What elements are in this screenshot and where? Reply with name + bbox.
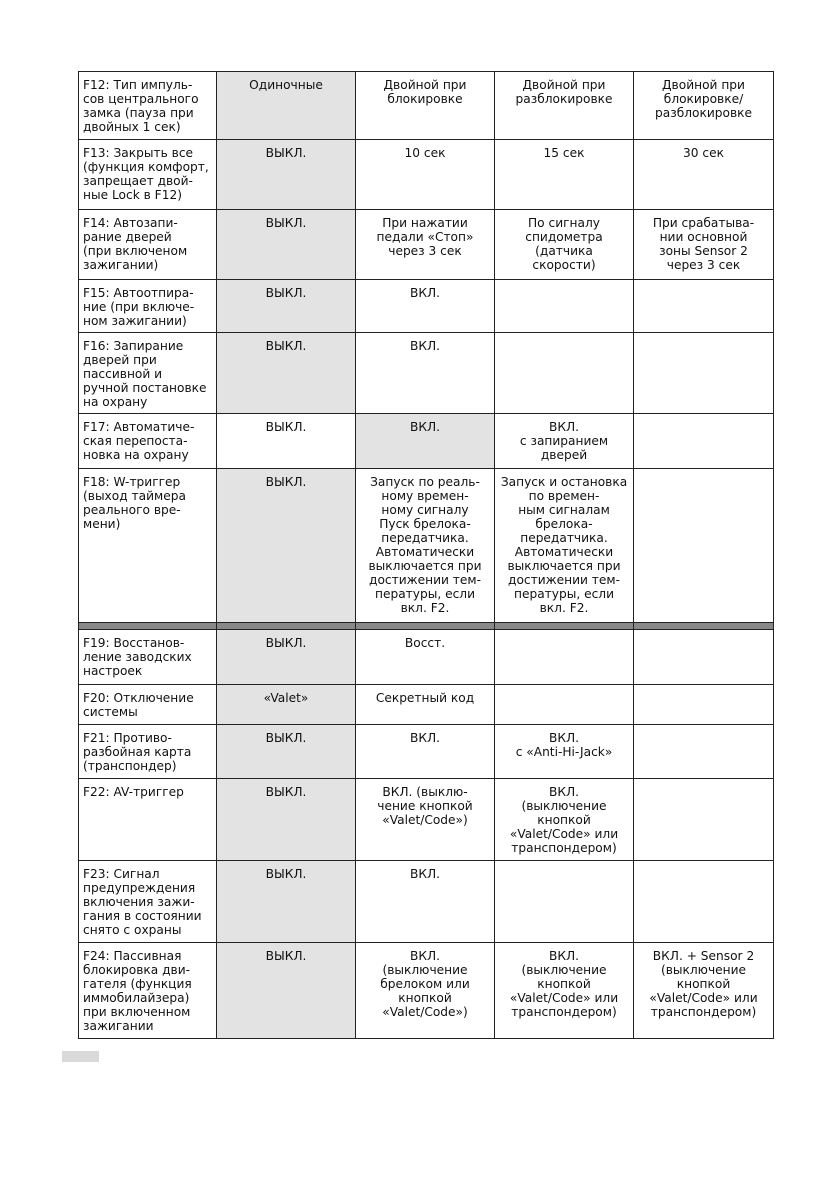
default-value-cell: Одиночные	[217, 72, 356, 140]
option-cell	[634, 725, 774, 779]
option-cell: ВКЛ. (выключение кнопкой «Valet/Code» или транспондером)	[495, 779, 634, 861]
default-value-cell: ВЫКЛ.	[217, 861, 356, 943]
option-cell: ВКЛ. (выключение кнопкой «Valet/Code» или транспондером)	[495, 943, 634, 1039]
option-cell: Двойной при блокировке	[356, 72, 495, 140]
default-setting-legend-swatch	[62, 1051, 99, 1062]
function-cell: F18: W-триггер (выход таймера реального вре- мени)	[79, 469, 217, 623]
table-row	[79, 779, 774, 861]
table-row	[79, 210, 774, 280]
function-cell: F21: Противо- разбойная карта (транспондер)	[79, 725, 217, 779]
table-row	[79, 469, 774, 623]
function-cell: F17: Автоматиче- ская перепоста- новка на охрану	[79, 414, 217, 469]
table-row	[79, 943, 774, 1039]
option-cell: При срабатыва- нии основной зоны Sensor 2 через 3 сек	[634, 210, 774, 280]
option-cell: При нажатии педали «Стоп» через 3 сек	[356, 210, 495, 280]
option-cell: ВКЛ. (выклю- чение кнопкой «Valet/Code»)	[356, 779, 495, 861]
default-value-cell: ВЫКЛ.	[217, 280, 356, 333]
default-value-cell: ВЫКЛ.	[217, 943, 356, 1039]
default-value-cell: ВЫКЛ.	[217, 210, 356, 280]
settings-table	[78, 71, 774, 1039]
option-cell: Секретный код	[356, 685, 495, 725]
option-cell: ВКЛ. + Sensor 2 (выключение кнопкой «Valet/Code» или транспондером)	[634, 943, 774, 1039]
option-cell	[634, 861, 774, 943]
table-row	[79, 685, 774, 725]
option-cell	[634, 630, 774, 685]
default-value-cell: ВКЛ.	[356, 414, 495, 469]
function-cell: F16: Запирание дверей при пассивной и ручной постановке на охрану	[79, 333, 217, 414]
option-cell	[495, 861, 634, 943]
option-cell: ВКЛ.	[356, 725, 495, 779]
option-cell: ВЫКЛ.	[217, 414, 356, 469]
table-row	[79, 72, 774, 140]
table-row	[79, 140, 774, 210]
option-cell: Запуск и остановка по времен- ным сигналам брелока- передатчика. Автоматически выключается при достижении тем- пературы, если вкл. F2.	[495, 469, 634, 623]
option-cell: Запуск по реаль- ному времен- ному сигналу Пуск брелока- передатчика. Автоматически выключается при достижении тем- пературы, если вкл. F2.	[356, 469, 495, 623]
option-cell	[495, 630, 634, 685]
function-cell: F23: Сигнал предупреждения включения зажи- гания в состоянии снято с охраны	[79, 861, 217, 943]
option-cell	[634, 414, 774, 469]
default-value-cell: ВЫКЛ.	[217, 469, 356, 623]
option-cell	[634, 469, 774, 623]
option-cell: Двойной при разблокировке	[495, 72, 634, 140]
function-cell: F14: Автозапи- рание дверей (при включеном зажигании)	[79, 210, 217, 280]
function-cell: F15: Автоотпира- ние (при включе- ном зажигании)	[79, 280, 217, 333]
default-value-cell: «Valet»	[217, 685, 356, 725]
option-cell	[495, 333, 634, 414]
option-cell: ВКЛ.	[356, 280, 495, 333]
table-row	[79, 333, 774, 414]
option-cell: Двойной при блокировке/ разблокировке	[634, 72, 774, 140]
option-cell: 30 сек	[634, 140, 774, 210]
option-cell: По сигналу спидометра (датчика скорости)	[495, 210, 634, 280]
function-cell: F24: Пассивная блокировка дви- гателя (функция иммобилайзера) при включенном зажигании	[79, 943, 217, 1039]
option-cell: ВКЛ. (выключение брелоком или кнопкой «Valet/Code»)	[356, 943, 495, 1039]
option-cell: ВКЛ.	[356, 333, 495, 414]
table-row	[79, 414, 774, 469]
table-row	[79, 725, 774, 779]
default-value-cell: ВЫКЛ.	[217, 140, 356, 210]
function-cell: F20: Отключение системы	[79, 685, 217, 725]
function-cell: F12: Тип импуль- сов центрального замка (пауза при двойных 1 сек)	[79, 72, 217, 140]
section-separator	[79, 623, 774, 630]
default-value-cell: ВЫКЛ.	[217, 779, 356, 861]
option-cell: ВКЛ.	[356, 861, 495, 943]
default-value-cell: ВЫКЛ.	[217, 333, 356, 414]
function-cell: F19: Восстанов- ление заводских настроек	[79, 630, 217, 685]
table-row	[79, 861, 774, 943]
option-cell: 10 сек	[356, 140, 495, 210]
default-value-cell: ВЫКЛ.	[217, 725, 356, 779]
option-cell: ВКЛ. с «Anti-Hi-Jack»	[495, 725, 634, 779]
option-cell: Восст.	[356, 630, 495, 685]
function-cell: F22: AV-триггер	[79, 779, 217, 861]
option-cell	[495, 685, 634, 725]
option-cell	[495, 280, 634, 333]
option-cell	[634, 280, 774, 333]
option-cell: 15 сек	[495, 140, 634, 210]
default-value-cell: ВЫКЛ.	[217, 630, 356, 685]
table-row	[79, 630, 774, 685]
table-row	[79, 280, 774, 333]
function-cell: F13: Закрыть все (функция комфорт, запрещает двой- ные Lock в F12)	[79, 140, 217, 210]
option-cell	[634, 779, 774, 861]
option-cell	[634, 333, 774, 414]
option-cell	[634, 685, 774, 725]
option-cell: ВКЛ. с запиранием дверей	[495, 414, 634, 469]
